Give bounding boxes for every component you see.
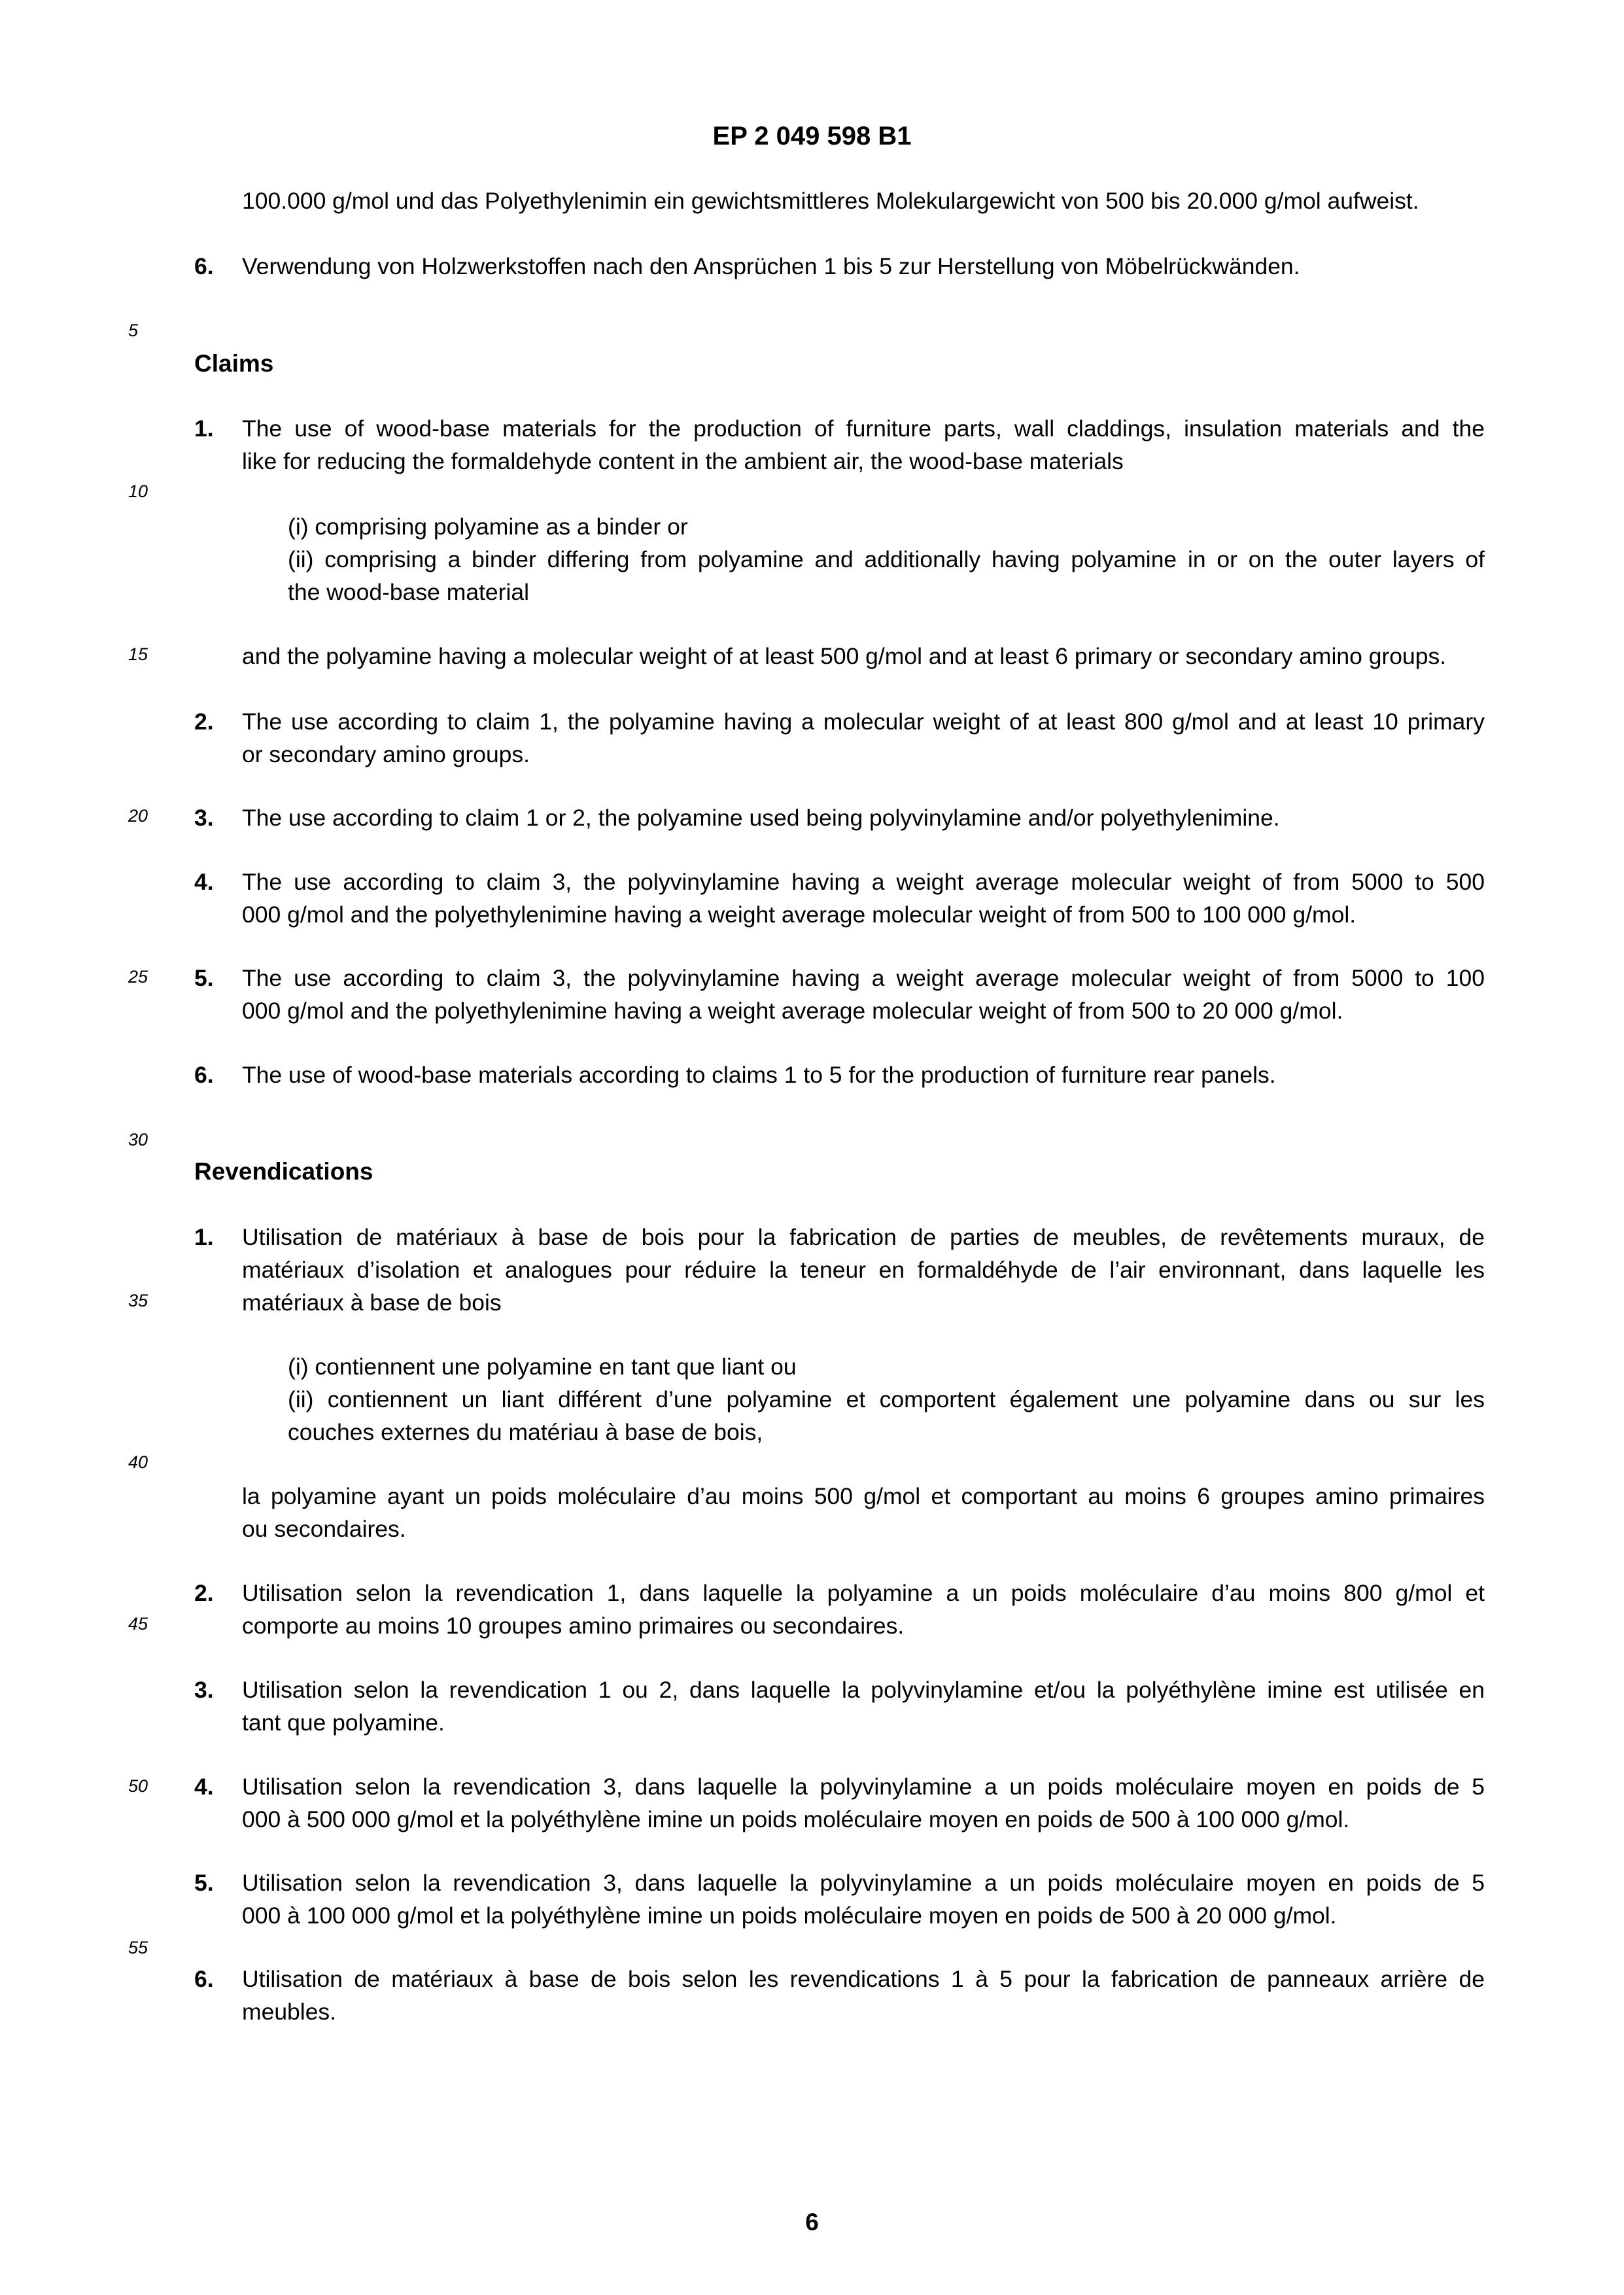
text-line: Utilisation selon la revendication 1, dans laquelle la polyamine a un poids moléculaire d’au moins 800 g/mol et [242,1580,1485,1606]
text-line: or secondary amino groups. [242,741,530,767]
german-claim5-continuation: 100.000 g/mol und das Polyethylenimin ein gewichtsmittleres Molekulargewicht von 500 bis 20.000 g/mol aufweist. [242,188,1419,214]
en-claim2-text [242,705,1485,771]
line-number: 55 [128,1938,148,1957]
text-line: comporte au moins 10 groupes amino primaires ou secondaires. [242,1613,905,1639]
text-line: the wood-base material [288,579,530,605]
german-claim6-text: Verwendung von Holzwerkstoffen nach den Ansprüchen 1 bis 5 zur Herstellung von Möbelrückwänden. [242,253,1300,279]
text-line: like for reducing the formaldehyde content in the ambient air, the wood-base materials [242,448,1124,474]
text-line: The use of wood-base materials according to claims 1 to 5 for the production of furniture rear panels. [242,1062,1276,1088]
german-claim6-number: 6. [194,253,214,279]
text-line: Utilisation selon la revendication 3, dans laquelle la polyvinylamine a un poids moléculaire moyen en poids de 5 [242,1774,1485,1800]
en-claim5-number: 5. [194,965,214,991]
claims-heading-en: Claims [194,350,274,377]
line-number: 35 [128,1291,148,1310]
en-claim2-number: 2. [194,709,214,735]
fr-claim4-text [242,1770,1485,1836]
line-number: 45 [128,1614,148,1634]
en-claim1-item-ii [288,543,1485,608]
fr-claim3-text [242,1673,1485,1739]
en-claim6-text [242,1059,1485,1091]
text-line: tant que polyamine. [242,1709,445,1736]
text-line: Utilisation de matériaux à base de bois selon les revendications 1 à 5 pour la fabrication de panneaux arrière de [242,1966,1485,1992]
text-line: ou secondaires. [242,1516,406,1542]
en-claim4-text [242,866,1485,931]
text-line: The use according to claim 3, the polyvinylamine having a weight average molecular weight of from 5000 to 500 [242,869,1485,895]
fr-claim4-number: 4. [194,1774,214,1800]
text-line: (ii) contiennent un liant différent d’une polyamine et comportent également une polyamine dans ou sur les [288,1386,1485,1412]
text-line: The use according to claim 3, the polyvinylamine having a weight average molecular weight of from 5000 to 100 [242,965,1485,991]
fr-claim1-number: 1. [194,1224,214,1250]
fr-claim1-item-ii [288,1383,1485,1448]
claims-heading-fr: Revendications [194,1158,373,1185]
text-line: The use of wood-base materials for the production of furniture parts, wall claddings, insulation materials and the [242,415,1485,442]
document-number-header: EP 2 049 598 B1 [712,122,912,150]
text-line: The use according to claim 1 or 2, the polyamine used being polyvinylamine and/or polyethylenimine. [242,805,1280,831]
fr-claim1-item-i: (i) contiennent une polyamine en tant que liant ou [288,1354,797,1380]
line-number: 30 [128,1130,148,1149]
en-claim4-number: 4. [194,869,214,895]
text-line: 000 à 500 000 g/mol et la polyéthylène imine un poids moléculaire moyen en poids de 500 à 100 000 g/mol. [242,1806,1350,1832]
en-claim6-number: 6. [194,1062,214,1088]
text-line: Utilisation selon la revendication 1 ou 2, dans laquelle la polyvinylamine et/ou la polyéthylène imine est utilisée en [242,1677,1485,1703]
text-line: The use according to claim 1, the polyamine having a molecular weight of at least 800 g/mol and at least 10 primary [242,709,1485,735]
fr-claim2-text [242,1577,1485,1642]
fr-claim1-text [242,1221,1485,1319]
line-number: 15 [128,644,148,664]
line-number: 50 [128,1776,148,1796]
text-line: (ii) comprising a binder differing from polyamine and additionally having polyamine in or on the outer layers of [288,546,1485,572]
text-line: la polyamine ayant un poids moléculaire d’au moins 500 g/mol et comportant au moins 6 groupes amino primaires [242,1483,1485,1509]
text-line: 000 à 100 000 g/mol et la polyéthylène imine un poids moléculaire moyen en poids de 500 à 20 000 g/mol. [242,1902,1337,1929]
text-line: meubles. [242,1999,337,2025]
text-line: Utilisation de matériaux à base de bois pour la fabrication de parties de meubles, de revêtements muraux, de [242,1224,1485,1250]
line-number: 25 [128,967,148,987]
fr-claim6-number: 6. [194,1966,214,1992]
en-claim1-item-i: (i) comprising polyamine as a binder or [288,514,688,540]
page-number: 6 [805,2209,819,2235]
en-claim1-tail: and the polyamine having a molecular weight of at least 500 g/mol and at least 6 primary or secondary amino groups. [242,643,1447,669]
en-claim1-number: 1. [194,415,214,442]
en-claim3-text [242,801,1485,834]
fr-claim2-number: 2. [194,1580,214,1606]
fr-claim3-number: 3. [194,1677,214,1703]
line-number: 20 [128,806,148,826]
text-line: 000 g/mol and the polyethylenimine having a weight average molecular weight of from 500 to 20 000 g/mol. [242,998,1343,1024]
en-claim5-text [242,962,1485,1027]
line-number: 40 [128,1452,148,1472]
text-line: matériaux à base de bois [242,1289,502,1316]
fr-claim1-tail [242,1480,1485,1545]
fr-claim5-text [242,1866,1485,1932]
fr-claim6-text [242,1963,1485,2028]
text-line: matériaux d’isolation et analogues pour réduire la teneur en formaldéhyde de l’air environnant, dans laquelle les [242,1257,1485,1283]
text-line: Utilisation selon la revendication 3, dans laquelle la polyvinylamine a un poids moléculaire moyen en poids de 5 [242,1870,1485,1896]
line-number: 5 [128,321,139,340]
text-line: 000 g/mol and the polyethylenimine having a weight average molecular weight of from 500 to 100 000 g/mol. [242,902,1356,928]
fr-claim5-number: 5. [194,1870,214,1896]
en-claim3-number: 3. [194,805,214,831]
text-line: couches externes du matériau à base de bois, [288,1419,763,1445]
en-claim1-text [242,412,1485,478]
line-number: 10 [128,482,148,501]
